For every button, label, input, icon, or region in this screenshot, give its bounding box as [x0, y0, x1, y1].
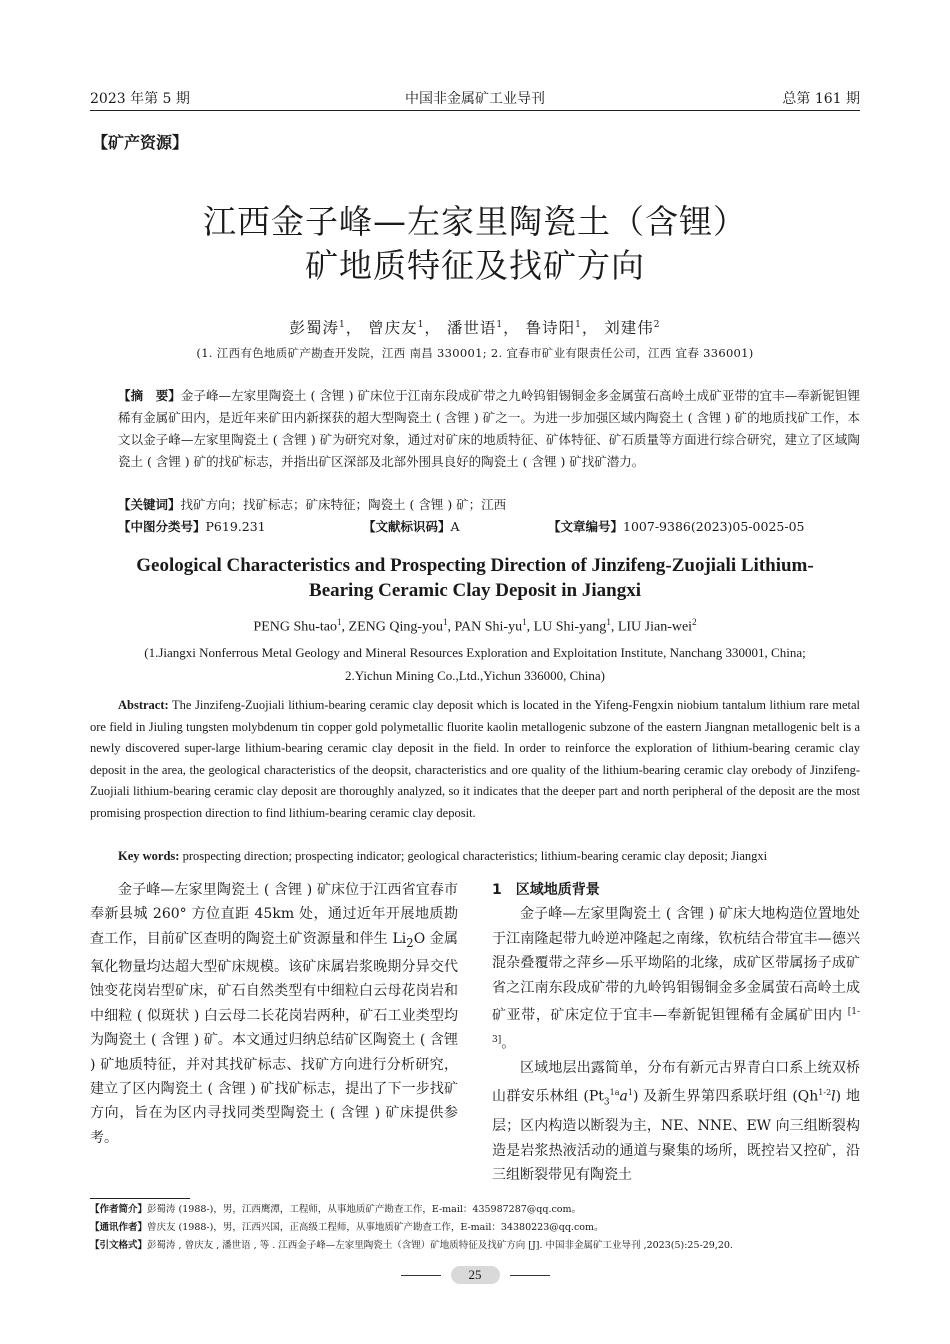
affiliation-en: [90, 641, 860, 687]
author-en-sep: ,: [447, 619, 455, 635]
title-en-line2: Bearing Ceramic Clay Deposit in Jiangxi: [309, 580, 641, 601]
clc-label: 【中图分类号】: [118, 519, 206, 534]
article-code: [548, 516, 805, 538]
abstract-en-text: The Jinzifeng-Zuojiali lithium-bearing ceramic clay deposit which is located in the Yifeng-Fengxin niobium tantalum lithium rare metal ore field in Jiuling tungsten molybdenum tin copper gold polymetallic fluorite kaolin metallogenic subzone of the eastern Jiangnan metallogenic belt is a newly discovered super-large lithium-bearing ceramic clay deposit in the field. In order to reinforce the exploration of lithium-bearing ceramic clay deposit in the area, the geological characteristics of the deopsit, characteristics and ore quality of the lithium-bearing ceramic clay orebody of Jinzifeng-Zuojiali lithium-bearing ceramic clay deposit are thoroughly analyzed, so it indicates that the deeper part and north peripheral of the deposit are the most promising prospection direction to find lithium-bearing ceramic clay deposit.: [90, 698, 860, 820]
doc-label: 【文献标识码】: [363, 519, 451, 534]
abstract-zh: [118, 385, 860, 473]
author-zh-sep: ，: [424, 319, 441, 337]
italic-symbol: l: [831, 1088, 836, 1105]
superscript: 1a: [609, 1087, 620, 1097]
clc-code: [118, 516, 266, 538]
running-header: [90, 88, 860, 110]
footnote-rule: [90, 1198, 190, 1199]
footnote-text: 曾庆友 (1988-)，男，江西兴国，正高级工程师，从事地质矿产勘查工作，E-mail：34380223@qq.com。: [147, 1222, 604, 1233]
body-column-right: [492, 878, 860, 1188]
total-issue-label: 总第 161 期: [782, 91, 860, 107]
author-en-sup: 1: [522, 617, 527, 627]
author-zh-sep: ，: [581, 319, 599, 337]
body-text: ) 地层；区内构造以断裂为主，NE、NNE、EW 向三组断裂构造是岩浆热液活动的通道与聚集的场所，既控岩又控矿，沿三组断裂带见有陶瓷土: [492, 1088, 860, 1184]
author-zh-sup: 1: [575, 319, 582, 330]
author-zh-name: 鲁诗阳: [525, 319, 576, 337]
footnote-label: 【引文格式】: [90, 1240, 148, 1251]
subscript: 3: [603, 1097, 610, 1108]
keywords-zh-text: 找矿方向；找矿标志；矿床特征；陶瓷土 ( 含锂 ) 矿；江西: [180, 497, 507, 512]
doc-value: A: [450, 519, 460, 534]
author-en-sep: ,: [610, 619, 618, 635]
author-en-sup: 1: [443, 617, 448, 627]
body-paragraph: [90, 878, 458, 1150]
keywords-en-label: Key words:: [118, 849, 180, 863]
author-en-sep: ,: [526, 619, 534, 635]
body-text: 区域地层出露简单，分布有新元古界青白口系上统双桥山群安乐林组 (Pt: [492, 1060, 860, 1105]
body-text: 金子峰—左家里陶瓷土 ( 含锂 ) 矿床大地构造位置地处于江南隆起带九岭逆冲隆起之南缘，钦杭结合带宜丰—德兴混杂叠覆带之萍乡—乐平坳陷的北缘，成矿区带属扬子成矿省之江南东段成矿带的九岭钨钼锡铜金多金属萤石高岭土成矿亚带，矿床定位于宜丰—奉新铌钽锂稀有金属矿田内: [492, 906, 860, 1024]
superscript: 1-2: [818, 1087, 832, 1097]
keywords-en-text: prospecting direction; prospecting indicator; geological characteristics; lithium-bearing ceramic clay deposit; Jiangxi: [182, 849, 768, 863]
body-text: O 金属氧化物量均达超大型矿床规模。该矿床属岩浆晚期分异交代蚀变花岗岩型矿床，矿石自然类型有中细粒白云母花岗岩和中细粒 ( 似斑状 ) 白云母二长花岗岩两种，矿石工业类型均为陶瓷土 ( 含锂 ) 矿。本文通过归纳总结矿区陶瓷土 ( 含锂 ) 矿地质特征，并对其找矿标志、找矿方向进行分析研究，建立了区内陶瓷土 ( 含锂 ) 矿找矿标志，提出了下一步找矿方向，旨在为区内寻找同类型陶瓷土 ( 含锂 ) 矿床提供参考。: [90, 930, 458, 1146]
clc-value: P619.231: [205, 519, 266, 534]
section-tag: 【矿产资源】: [92, 133, 189, 152]
title-en: [90, 553, 860, 603]
author-zh-sup: 1: [417, 319, 425, 330]
issue-label: 2023 年第 5 期: [90, 91, 190, 107]
title-zh-line1: 江西金子峰—左家里陶瓷土（含锂）: [203, 202, 747, 241]
affiliation-zh: (1. 江西有色地质矿产勘查开发院，江西 南昌 330001; 2. 宜春市矿业有限责任公司，江西 宜春 336001): [196, 346, 754, 360]
author-en-name: LU Shi-yang: [533, 619, 607, 635]
subscript: 2: [406, 935, 414, 950]
header-rule: [90, 110, 860, 111]
keywords-zh: [118, 494, 860, 516]
author-en-name: PAN Shi-yu: [454, 619, 523, 635]
author-en-name: PENG Shu-tao: [253, 619, 338, 635]
keywords-en: [118, 849, 860, 864]
author-en-sup: 2: [692, 617, 697, 627]
page-dash-right: [510, 1275, 550, 1276]
author-zh-sep: ，: [503, 319, 520, 337]
page-number: [0, 1266, 950, 1284]
affiliation-en-line2: 2.Yichun Mining Co.,Ltd.,Yichun 336000, China): [345, 668, 605, 683]
author-en-name: LIU Jian-wei: [617, 619, 693, 635]
body-text: 。: [501, 1035, 516, 1052]
footnote-corresponding: [90, 1219, 860, 1236]
keywords-zh-label: 【关键词】: [118, 497, 181, 512]
body-text: 金子峰—左家里陶瓷土 ( 含锂 ) 矿床位于江西省宜春市奉新县城 260° 方位直距 45km 处，通过近年开展地质勘查工作，目前矿区查明的陶瓷土矿资源量和伴生 Li: [90, 882, 458, 947]
section-heading: 1 区域地质背景: [492, 882, 600, 898]
abstract-zh-label: 【摘 要】: [118, 388, 181, 403]
author-en-sup: 1: [606, 617, 611, 627]
footnote-citation: [90, 1237, 860, 1254]
title-zh-line2: 矿地质特征及找矿方向: [305, 246, 645, 285]
author-zh-sep: ，: [345, 319, 363, 337]
abstract-en-label: Abstract:: [118, 698, 169, 712]
footnote-label: 【通讯作者】: [90, 1222, 148, 1233]
authors-en: [90, 617, 860, 636]
italic-symbol: a: [619, 1088, 628, 1105]
page-dash-left: [401, 1275, 441, 1276]
superscript: 1: [627, 1087, 633, 1097]
doc-code: [363, 516, 460, 538]
author-zh-name: 潘世语: [446, 319, 497, 337]
abstract-en: [90, 695, 860, 825]
footnote-label: 【作者简介】: [90, 1204, 148, 1215]
page-number-value: 25: [451, 1266, 500, 1284]
body-column-left: [90, 878, 458, 1150]
author-en-name: ZENG Qing-you: [348, 619, 444, 635]
author-zh-name: 曾庆友: [368, 319, 418, 337]
article-value: 1007-9386(2023)05-0025-05: [623, 519, 805, 534]
footnote-author: [90, 1201, 860, 1218]
footnote-text: 彭蜀涛 , 曾庆友 , 潘世语 , 等 . 江西金子峰—左家里陶瓷土（含锂）矿地质特征及找矿方向 [J]. 中国非金属矿工业导刊 ,2023(5):25-29,20.: [147, 1240, 733, 1251]
body-paragraph: [492, 902, 860, 1056]
author-en-sup: 1: [337, 617, 342, 627]
author-zh-sup: 1: [338, 319, 346, 330]
title-en-line1: Geological Characteristics and Prospecting Direction of Jinzifeng-Zuojiali Lithium-: [136, 555, 814, 576]
affiliation-en-line1: (1.Jiangxi Nonferrous Metal Geology and Mineral Resources Exploration and Exploitation Institute, Nanchang 330001, China;: [144, 645, 806, 660]
author-en-sep: ,: [341, 619, 349, 635]
footnote-text: 彭蜀涛 (1988-)，男，江西鹰潭，工程师，从事地质矿产勘查工作，E-mail：435987287@qq.com。: [147, 1204, 582, 1215]
author-zh-sup: 2: [653, 319, 661, 330]
article-label: 【文章编号】: [548, 519, 624, 534]
author-zh-name: 彭蜀涛: [289, 319, 339, 337]
author-zh-sup: 1: [496, 319, 504, 330]
author-zh-name: 刘建伟: [604, 319, 654, 337]
authors-zh: [90, 316, 860, 338]
body-text: ) 及新生界第四系联圩组 (Qh: [632, 1088, 819, 1105]
body-paragraph: [492, 1056, 860, 1187]
abstract-zh-text: 金子峰—左家里陶瓷土 ( 含锂 ) 矿床位于江南东段成矿带之九岭钨钼锡铜金多金属萤石高岭土成矿亚带的宜丰—奉新铌钽锂稀有金属矿田内，是近年来矿田内新探获的超大型陶瓷土 ( 含锂 ) 矿之一。为进一步加强区域内陶瓷土 ( 含锂 ) 矿的地质找矿工作，本文以金子峰—左家里陶瓷土 ( 含锂 ) 矿为研究对象，通过对矿床的地质特征、矿体特征、矿石质量等方面进行综合研究，建立了区域陶瓷土 ( 含锂 ) 矿的找矿标志，并指出矿区深部及北部外围具良好的陶瓷土 ( 含锂 ) 矿找矿潜力。: [118, 388, 860, 469]
journal-name: 中国非金属矿工业导刊: [405, 91, 545, 107]
citation-ref: [1-3]: [492, 1007, 860, 1046]
